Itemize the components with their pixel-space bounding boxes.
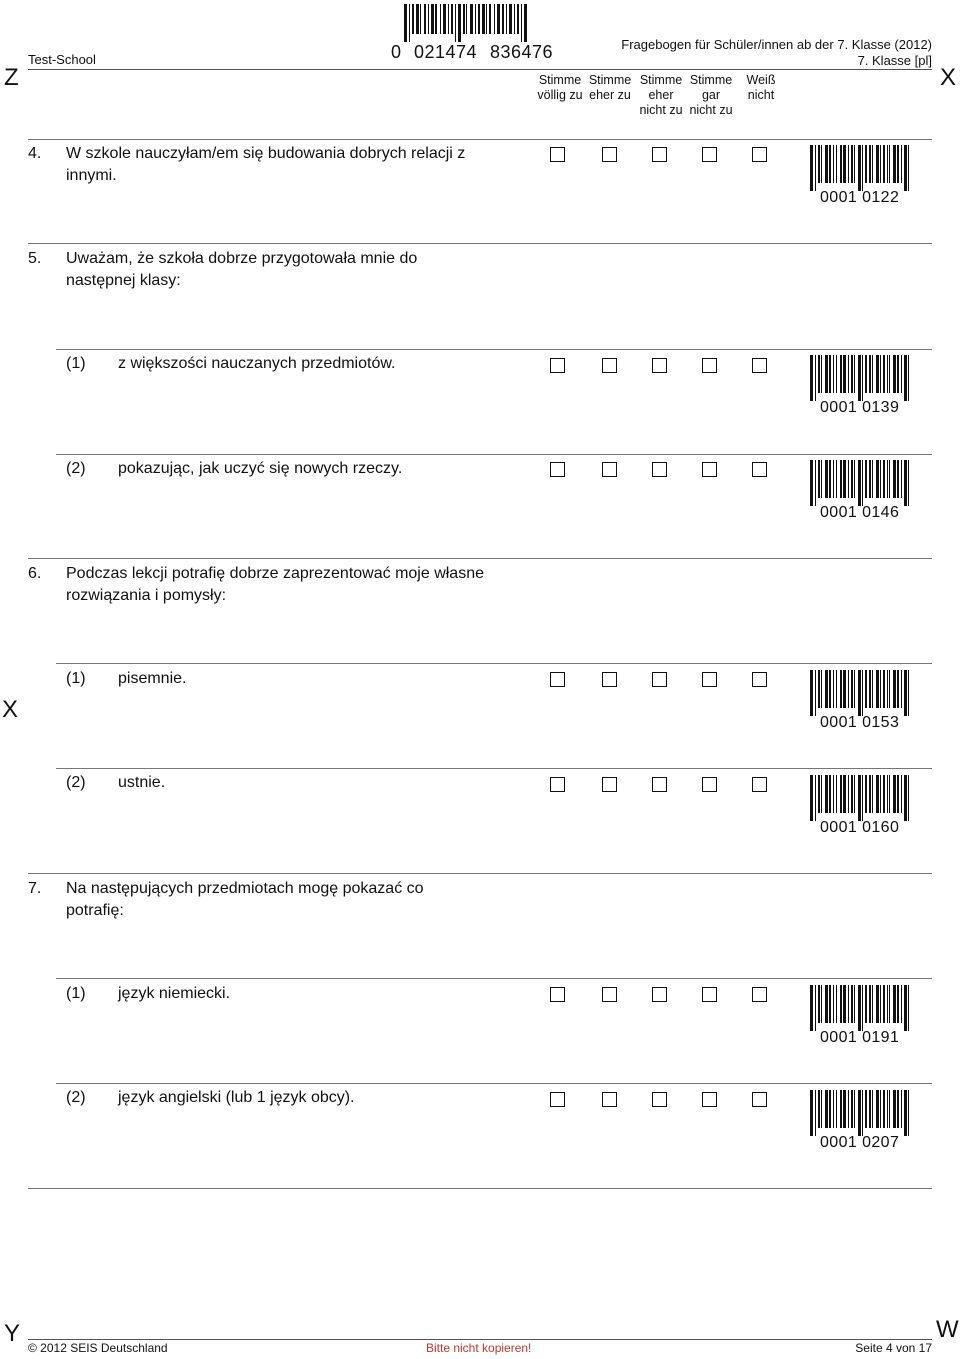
header-rule [28,69,932,70]
header-barcode [404,4,527,42]
barcode-bar [876,670,879,708]
question-divider [28,558,932,559]
question-number: 4. [28,145,42,162]
barcode-bar [833,670,834,708]
barcode-bar [904,1090,907,1136]
answer-checkbox-strongly-disagree[interactable] [702,462,717,477]
barcode-bar [810,460,813,506]
question-number: 6. [28,565,42,582]
answer-checkbox-strongly-agree[interactable] [550,358,565,373]
barcode-bar [815,775,816,821]
barcode-bar [829,775,831,813]
question-text: Na następujących przedmiotach mogę pokazać co potrafię: [66,880,424,919]
barcode-bar [858,355,861,401]
barcode-bar [836,670,837,708]
barcode-bar [833,775,834,813]
item-barcode [810,1090,909,1136]
answer-checkbox-strongly-disagree[interactable] [702,777,717,792]
barcode-bar [829,670,831,708]
answer-checkbox-strongly-agree[interactable] [550,1092,565,1107]
corner-mark-top-right: X [940,64,957,91]
answer-checkbox-agree[interactable] [602,777,617,792]
barcode-bar [883,775,885,813]
column-dont-know: Weiß nicht [746,73,776,102]
barcode-bar [821,145,822,183]
barcode-bar [908,775,909,821]
barcode-bar [883,460,885,498]
barcode-bar [883,145,885,183]
barcode-bar [843,775,846,813]
barcode-bar [825,355,828,393]
barcode-bar [862,355,863,401]
barcode-bar [862,985,863,1031]
barcode-bar [818,145,820,183]
barcode-bar [821,1090,822,1128]
barcode-bar [908,145,909,191]
answer-checkbox-disagree[interactable] [652,358,667,373]
answer-checkbox-strongly-agree[interactable] [550,462,565,477]
answer-checkbox-disagree[interactable] [652,672,667,687]
barcode-bar [901,775,902,813]
side-mark: X [2,696,19,723]
barcode-bar [848,1090,849,1128]
barcode-bar [904,145,907,191]
subquestion-number: (1) [66,670,86,687]
barcode-bar [858,985,861,1031]
barcode-bar [862,670,863,716]
answer-checkbox-strongly-agree[interactable] [550,147,565,162]
barcode-bar [862,460,863,506]
barcode-bar [908,985,909,1031]
corner-mark-bottom-right: W [936,1316,959,1343]
barcode-bar [848,670,849,708]
barcode-bar [872,985,873,1023]
barcode-bar [818,460,820,498]
barcode-bar [848,460,849,498]
barcode-bar [865,460,867,498]
item-code: 0001 0146 [820,504,900,521]
corner-mark-bottom-left: Y [4,1320,21,1347]
barcode-bar [893,460,896,498]
barcode-bar [897,145,899,183]
barcode-bar [833,355,834,393]
barcode-bar [880,775,881,813]
answer-checkbox-strongly-agree[interactable] [550,672,565,687]
question-text: W szkole nauczyłam/em się budowania dobrych relacji z innymi. [66,145,466,184]
barcode-bar [889,1090,890,1128]
barcode-bar [887,355,888,393]
barcode-bar [876,460,879,498]
barcode-bar [869,985,871,1023]
barcode-bar [821,355,822,393]
barcode-bar [810,355,813,401]
question-text: Uważam, że szkoła dobrze przygotowała mnie do następnej klasy: [66,250,418,289]
barcode-bar [901,355,902,393]
barcode-bar [869,1090,871,1128]
barcode-bar [865,985,867,1023]
item-code: 0001 0191 [820,1029,900,1046]
barcode-bar [880,670,881,708]
barcode-bar [904,775,907,821]
barcode-bar [825,985,828,1023]
subquestion-text: pisemnie. [118,670,187,687]
item-code: 0001 0122 [820,189,900,206]
barcode-bar [901,1090,902,1128]
question-text: Podczas lekcji potrafię dobrze zaprezentować moje własne rozwiązania i pomysły: [66,565,484,604]
barcode-bar [869,670,871,708]
item-code: 0001 0153 [820,714,900,731]
barcode-bar [887,145,888,183]
barcode-bar [887,985,888,1023]
barcode-bar [843,355,846,393]
barcode-bar [908,460,909,506]
barcode-bar [840,670,842,708]
barcode-bar [840,775,842,813]
barcode-bar [836,460,837,498]
barcode-bar [883,670,885,708]
answer-checkbox-agree[interactable] [602,462,617,477]
barcode-bar [889,355,890,393]
barcode-bar [865,775,867,813]
barcode-bar [858,775,861,821]
subquestion-text: pokazując, jak uczyć się nowych rzeczy. [118,460,403,477]
barcode-bar [897,775,899,813]
barcode-bar [836,775,837,813]
barcode-bar [904,355,907,401]
barcode-bar [887,1090,888,1128]
barcode-bar [821,460,822,498]
barcode-bar [889,670,890,708]
question-number: 5. [28,250,42,267]
barcode-bar [908,670,909,716]
item-code: 0001 0160 [820,819,900,836]
barcode-bar [851,985,853,1023]
subquestion-text: język angielski (lub 1 język obcy). [118,1089,355,1106]
barcode-bar [833,460,834,498]
answer-checkbox-dont-know[interactable] [752,147,767,162]
answer-checkbox-agree[interactable] [602,987,617,1002]
barcode-bar [897,670,899,708]
barcode-bar [825,1090,828,1128]
barcode-bar [901,460,902,498]
question-divider [28,873,932,874]
barcode-bar [854,355,855,393]
subquestion-number: (1) [66,985,86,1002]
subquestion-divider [56,349,932,350]
barcode-bar [854,985,855,1023]
barcode-bar [865,145,867,183]
footer-rule [28,1339,932,1340]
answer-checkbox-strongly-agree[interactable] [550,987,565,1002]
subquestion-number: (1) [66,355,86,372]
barcode-bar [843,460,846,498]
answer-checkbox-strongly-disagree[interactable] [702,358,717,373]
subquestion-number: (2) [66,460,86,477]
barcode-bar [883,985,885,1023]
barcode-bar [815,670,816,716]
barcode-bar [893,775,896,813]
barcode-bar [851,1090,853,1128]
barcode-bar [818,985,820,1023]
barcode-bar [840,145,842,183]
barcode-bar [889,460,890,498]
column-strongly-agree: Stimme völlig zu [537,73,583,102]
barcode-bar [840,1090,842,1128]
answer-checkbox-agree[interactable] [602,1092,617,1107]
barcode-bar [904,985,907,1031]
barcode-bar [810,670,813,716]
barcode-bar [815,460,816,506]
barcode-bar [880,1090,881,1128]
question-divider [28,1188,932,1189]
column-agree: Stimme eher zu [588,73,632,102]
barcode-bar [897,355,899,393]
barcode-bar [848,355,849,393]
barcode-bar [848,145,849,183]
answer-checkbox-dont-know[interactable] [752,672,767,687]
subquestion-text: z większości nauczanych przedmiotów. [118,355,396,372]
barcode-bar [872,145,873,183]
item-barcode [810,985,909,1031]
answer-checkbox-strongly-disagree[interactable] [702,147,717,162]
item-barcode [810,775,909,821]
barcode-bar [836,145,837,183]
answer-checkbox-dont-know[interactable] [752,358,767,373]
answer-checkbox-strongly-agree[interactable] [550,777,565,792]
barcode-bar [829,1090,831,1128]
barcode-bar [893,355,896,393]
column-strongly-disagree: Stimme gar nicht zu [689,73,733,117]
barcode-bar [872,1090,873,1128]
barcode-bar [889,145,890,183]
barcode-bar [818,670,820,708]
barcode-bar [848,775,849,813]
barcode-bar [854,670,855,708]
barcode-bar [854,775,855,813]
doc-code-prefix: 0 [391,42,402,62]
barcode-bar [869,775,871,813]
barcode-bar [897,460,899,498]
subquestion-text: ustnie. [118,774,166,791]
barcode-bar [843,145,846,183]
barcode-bar [893,670,896,708]
barcode-bar [880,985,881,1023]
barcode-bar [901,985,902,1023]
barcode-bar [897,1090,899,1128]
barcode-bar [815,355,816,401]
barcode-bar [893,1090,896,1128]
barcode-bar [876,145,879,183]
answer-checkbox-dont-know[interactable] [752,1092,767,1107]
barcode-bar [825,145,828,183]
answer-checkbox-strongly-disagree[interactable] [702,987,717,1002]
barcode-bar [854,460,855,498]
barcode-bar [810,1090,813,1136]
barcode-bar [897,985,899,1023]
barcode-bar [858,145,861,191]
question-number: 7. [28,880,42,897]
answer-checkbox-disagree[interactable] [652,462,667,477]
subquestion-number: (2) [66,774,86,791]
barcode-bar [862,1090,863,1136]
barcode-bar [883,355,885,393]
barcode-bar [887,460,888,498]
barcode-bar [843,1090,846,1128]
barcode-bar [851,145,853,183]
barcode-bar [858,670,861,716]
barcode-bar [880,145,881,183]
answer-checkbox-disagree[interactable] [652,777,667,792]
barcode-bar [858,460,861,506]
barcode-bar [818,1090,820,1128]
barcode-bar [821,670,822,708]
answer-checkbox-disagree[interactable] [652,147,667,162]
question-divider [28,243,932,244]
barcode-bar [815,1090,816,1136]
barcode-bar [876,985,879,1023]
barcode-bar [865,670,867,708]
barcode-bar [876,355,879,393]
answer-checkbox-dont-know[interactable] [752,987,767,1002]
item-barcode [810,355,909,401]
barcode-bar [862,145,863,191]
footer-page-number: Seite 4 von 17 [855,1341,932,1355]
barcode-bar [908,355,909,401]
barcode-bar [836,985,837,1023]
barcode-bar [851,670,853,708]
answer-checkbox-dont-know[interactable] [752,462,767,477]
answer-checkbox-strongly-disagree[interactable] [702,1092,717,1107]
corner-mark-top-left: Z [4,64,19,91]
subquestion-divider [56,663,932,664]
barcode-bar [815,985,816,1031]
barcode-bar [869,460,871,498]
item-barcode [810,145,909,191]
barcode-bar [880,460,881,498]
answer-checkbox-strongly-disagree[interactable] [702,672,717,687]
barcode-bar [833,1090,834,1128]
barcode-bar [848,985,849,1023]
barcode-bar [829,355,831,393]
school-name: Test-School [28,52,96,67]
barcode-bar [810,145,813,191]
barcode-bar [887,670,888,708]
barcode-bar [901,670,902,708]
barcode-bar [869,145,871,183]
answer-checkbox-agree[interactable] [602,672,617,687]
footer-copy-warning: Bitte nicht kopieren! [426,1341,532,1355]
answer-checkbox-disagree[interactable] [652,1092,667,1107]
barcode-bar [815,145,816,191]
subquestion-divider [56,454,932,455]
barcode-bar [836,1090,837,1128]
doc-code-part-2: 836476 [490,42,554,62]
barcode-bar [854,145,855,183]
barcode-bar [818,775,820,813]
barcode-bar [904,460,907,506]
barcode-bar [840,355,842,393]
item-barcode [810,460,909,506]
barcode-bar [862,775,863,821]
barcode-bar [858,1090,861,1136]
footer-copyright: © 2012 SEIS Deutschland [28,1341,168,1355]
subquestion-divider [56,768,932,769]
subquestion-text: język niemiecki. [118,985,231,1002]
barcode-bar [876,1090,879,1128]
item-code: 0001 0207 [820,1134,900,1151]
barcode-bar [854,1090,855,1128]
form-title-block [621,37,932,69]
barcode-bar [872,460,873,498]
subquestion-divider [56,1083,932,1084]
barcode-bar [833,985,834,1023]
barcode-bar [887,775,888,813]
item-barcode [810,670,909,716]
column-disagree: Stimme eher nicht zu [639,73,683,117]
barcode-bar [843,985,846,1023]
barcode-bar [829,145,831,183]
barcode-bar [865,355,867,393]
barcode-bar [883,1090,885,1128]
barcode-bar [836,355,837,393]
subquestion-divider [56,978,932,979]
answer-checkbox-agree[interactable] [602,147,617,162]
barcode-bar [851,775,853,813]
form-title: Fragebogen für Schüler/innen ab der 7. Klasse (2012) [621,37,932,52]
barcode-bar [880,355,881,393]
barcode-bar [889,775,890,813]
barcode-bar [810,775,813,821]
barcode-bar [872,355,873,393]
form-subtitle: 7. Klasse [pl] [857,53,932,68]
barcode-bar [908,1090,909,1136]
barcode-bar [851,460,853,498]
barcode-bar [904,670,907,716]
barcode-bar [889,985,890,1023]
barcode-bar [840,460,842,498]
barcode-bar [869,355,871,393]
item-code: 0001 0139 [820,399,900,416]
doc-code-part-1: 021474 [414,42,478,62]
barcode-bar [901,145,902,183]
barcode-bar [893,145,896,183]
barcode-bar [851,355,853,393]
barcode-bar [825,460,828,498]
barcode-bar [818,355,820,393]
subquestion-number: (2) [66,1089,86,1106]
barcode-bar [821,985,822,1023]
barcode-bar [829,460,831,498]
answer-checkbox-dont-know[interactable] [752,777,767,792]
barcode-bar [872,670,873,708]
barcode-bar [825,670,828,708]
answer-checkbox-disagree[interactable] [652,987,667,1002]
barcode-bar [829,985,831,1023]
question-divider [28,139,932,140]
barcode-bar [843,670,846,708]
barcode-bar [865,1090,867,1128]
barcode-bar [876,775,879,813]
barcode-bar [833,145,834,183]
barcode-bar [825,775,828,813]
answer-checkbox-agree[interactable] [602,358,617,373]
barcode-bar [840,985,842,1023]
barcode-bar [872,775,873,813]
barcode-bar [893,985,896,1023]
barcode-bar [821,775,822,813]
barcode-bar [810,985,813,1031]
